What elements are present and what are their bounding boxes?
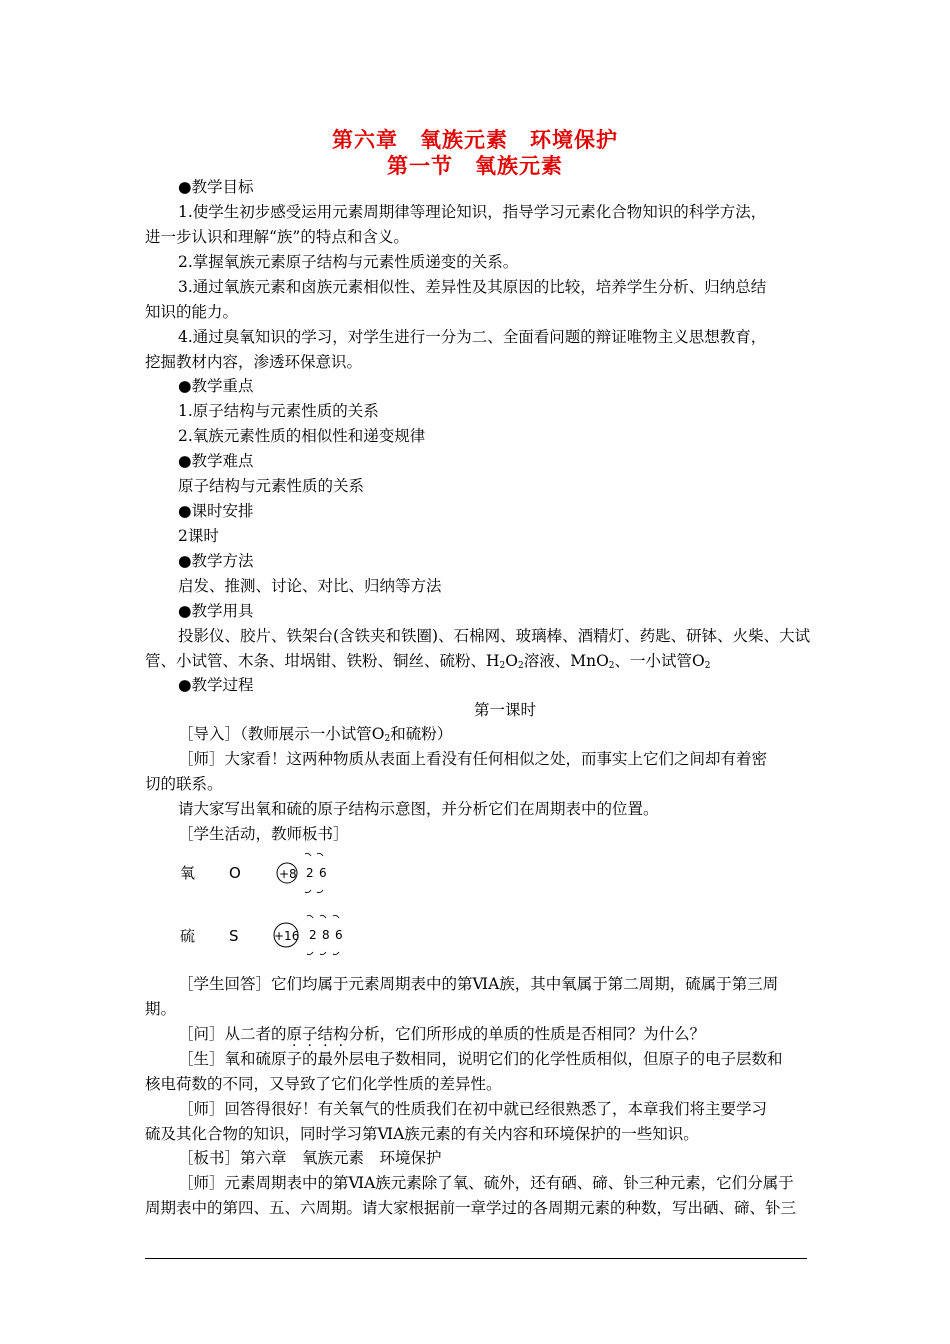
paragraph-line: 2.氧族元素性质的相似性和递变规律 [178,427,426,445]
paragraph-line: 投影仪、胶片、铁架台(含铁夹和铁圈)、石棉网、玻璃棒、酒精灯、药匙、研钵、火柴、大试 [178,627,811,645]
paragraph-line: 进一步认识和理解“族”的特点和含义。 [145,228,409,246]
nucleus-charge: +8 [279,867,297,881]
chapter-name: 氧族元素 [420,127,508,152]
paragraph-line: 硫及其化合物的知识，同时学习第ⅥA族元素的有关内容和环境保护的一些知识。 [145,1125,699,1143]
paragraph-line: 挖掘教材内容，渗透环保意识。 [145,353,363,371]
paragraph-line: ［师］元素周期表中的第ⅥA族元素除了氧、硫外，还有硒、碲、钋三种元素，它们分属于 [178,1174,794,1192]
heading-schedule: ●课时安排 [178,502,254,520]
atom-structure-diagrams [170,846,370,956]
chapter-number: 第六章 [332,127,398,152]
heading-difficulties: ●教学难点 [178,452,254,470]
element-symbol: O [229,864,241,882]
oxygen-diagram [180,853,327,892]
heading-objectives: ●教学目标 [178,178,254,196]
heading-process: ●教学过程 [178,676,254,694]
paragraph-line: 4.通过臭氧知识的学习，对学生进行一分为二、全面看问题的辩证唯物主义思想教育， [178,328,767,346]
shell-electrons: 6 [319,866,327,880]
paragraph-line: 2.掌握氧族元素原子结构与元素性质递变的关系。 [178,253,519,271]
paragraph-line: 请大家写出氧和硫的原子结构示意图，并分析它们在周期表中的位置。 [178,800,659,818]
chapter-subname: 环境保护 [530,127,618,152]
paragraph-line: 启发、推测、讨论、对比、归纳等方法 [178,577,442,595]
element-symbol: S [229,927,239,945]
paragraph-line: ［板书］第六章 氧族元素 环境保护 [178,1149,442,1167]
tools-line: 管、小试管、木条、坩埚钳、铁粉、铜丝、硫粉、$H_2O_2$溶液、MnO$_2$、一小试管$O_2$ [145,652,711,671]
paragraph-line: 切的联系。 [145,775,223,793]
heading-tools: ●教学用具 [178,602,254,620]
shell-electrons: 2 [309,928,317,942]
element-name: 氧 [180,864,196,882]
section-number: 第一节 [387,153,453,178]
shell-electrons: 6 [335,928,343,942]
shell-electrons: 8 [322,928,330,942]
heading-key-points: ●教学重点 [178,377,254,395]
nucleus-charge: +16 [274,929,300,943]
paragraph-line: ［生］氧和硫原子的最外层电子数相同，说明它们的化学性质相似，但原子的电子层数和 [178,1050,783,1068]
section-title [0,150,950,180]
shell-electrons: 2 [306,866,314,880]
heading-methods: ●教学方法 [178,552,254,570]
footer-divider [145,1258,807,1259]
paragraph-line: 原子结构与元素性质的关系 [178,477,365,495]
paragraph-line: 知识的能力。 [145,303,239,321]
paragraph-line: 周期表中的第四、五、六周期。请大家根据前一章学过的各周期元素的种数，写出硒、碲、钋三 [145,1199,797,1217]
element-name: 硫 [180,927,196,945]
paragraph-line: 2课时 [178,527,219,545]
lesson-label: 第一课时 [473,701,536,719]
sulfur-diagram [180,915,343,954]
paragraph-line: ［师］大家看！这两种物质从表面上看没有任何相似之处，而事实上它们之间却有着密 [178,750,768,768]
paragraph-line: ［学生活动，教师板书］ [178,825,349,843]
section-name: 氧族元素 [475,153,563,178]
paragraph-line: 核电荷数的不同，又导致了它们化学性质的差异性。 [145,1075,502,1093]
paragraph-line: 期。 [145,1000,177,1018]
paragraph-line: ［学生回答］它们均属于元素周期表中的第ⅥA族，其中氧属于第二周期，硫属于第三周 [178,975,779,993]
paragraph-line: ［师］回答得很好！有关氧气的性质我们在初中就已经很熟悉了，本章我们将主要学习 [178,1100,768,1118]
question-line: ［问］从二者的原子结构分析，它们所形成的单质的性质是否相同？为什么？ [178,1025,706,1043]
paragraph-line: 3.通过氧族元素和卤族元素相似性、差异性及其原因的比较，培养学生分析、归纳总结 [178,278,767,296]
paragraph-line: 1.使学生初步感受运用元素周期律等理论知识，指导学习元素化合物知识的科学方法， [178,203,767,221]
intro-line: ［导入］（教师展示一小试管$O_2$和硫粉） [178,725,453,744]
paragraph-line: 1.原子结构与元素性质的关系 [178,402,379,420]
